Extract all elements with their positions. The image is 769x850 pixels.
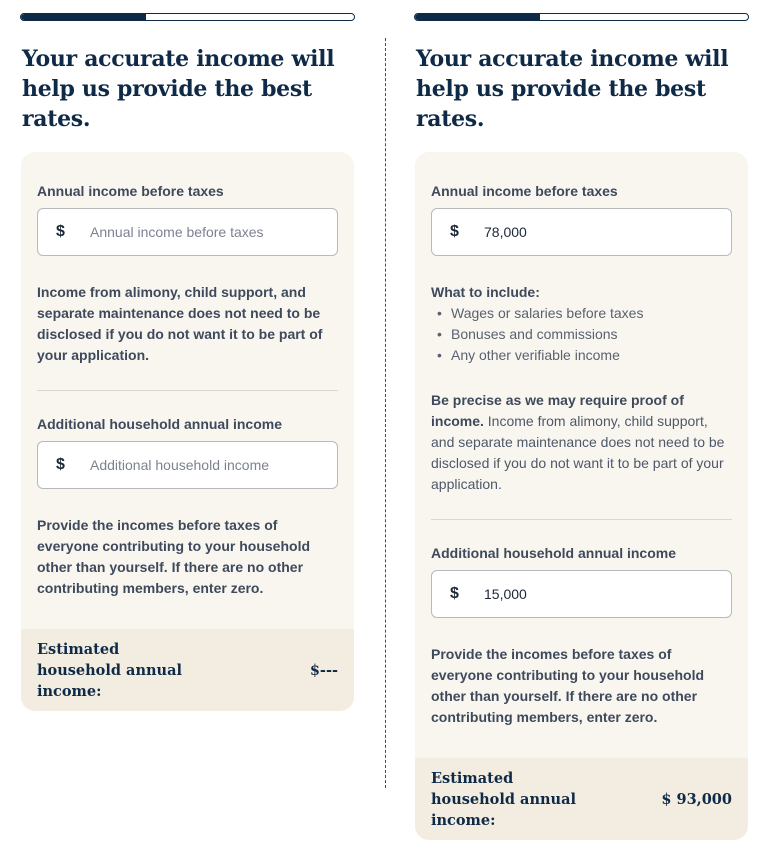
annual-income-input[interactable]: [484, 224, 724, 240]
additional-income-input[interactable]: [90, 457, 330, 473]
dollar-sign-icon: $: [56, 223, 65, 240]
page-title: Your accurate income will help us provide the best rates.: [416, 46, 729, 132]
progress-bar: [414, 13, 749, 21]
income-card: [21, 152, 354, 711]
annual-income-label: Annual income before taxes: [37, 183, 224, 199]
include-guidance: [431, 282, 732, 366]
progress-bar: [20, 13, 355, 21]
estimated-income-summary: [415, 758, 748, 840]
additional-income-label: Additional household annual income: [431, 545, 677, 561]
estimated-income-summary: [21, 629, 354, 711]
dollar-sign-icon: $: [450, 585, 459, 602]
income-card: [415, 152, 748, 840]
additional-income-label: Additional household annual income: [37, 416, 283, 432]
dollar-sign-icon: $: [56, 456, 65, 473]
list-item: • Any other verifiable income: [431, 345, 732, 366]
additional-income-field[interactable]: [431, 570, 732, 618]
annual-income-field[interactable]: [37, 208, 338, 256]
estimated-income-value: $---: [309, 661, 338, 679]
progress-bar-fill: [21, 14, 146, 20]
estimated-income-label: Estimated household annual income:: [37, 640, 182, 700]
annual-income-input[interactable]: [90, 224, 330, 240]
progress-bar-fill: [415, 14, 540, 20]
list-item: • Wages or salaries before taxes: [431, 303, 732, 324]
additional-income-field[interactable]: [37, 441, 338, 489]
additional-income-input[interactable]: [484, 586, 724, 602]
section-divider: [37, 390, 338, 391]
list-item: • Bonuses and commissions: [431, 324, 732, 345]
additional-income-help: Provide the incomes before taxes of everyone contributing to your household other than yourself. If there are no other contributing members, enter zero.: [37, 517, 311, 596]
dollar-sign-icon: $: [450, 223, 459, 240]
precision-note-bold: Be precise as we may require proof of income.: [431, 392, 684, 429]
include-list: [431, 303, 732, 366]
annual-income-label: Annual income before taxes: [431, 183, 618, 199]
include-title: What to include:: [431, 284, 540, 300]
additional-income-help: Provide the incomes before taxes of everyone contributing to your household other than yourself. If there are no other contributing members, enter zero.: [431, 646, 705, 725]
column-divider: [385, 38, 386, 788]
alimony-disclosure-text: Income from alimony, child support, and separate maintenance does not need to be disclosed if you do not want it to be part of your application.: [431, 413, 725, 492]
section-divider: [431, 519, 732, 520]
estimated-income-value: $ 93,000: [661, 790, 732, 808]
precision-disclosure-text: [431, 390, 732, 495]
page-title: Your accurate income will help us provide the best rates.: [22, 46, 335, 132]
annual-income-field[interactable]: [431, 208, 732, 256]
estimated-income-label: Estimated household annual income:: [431, 769, 576, 829]
alimony-disclosure-text: Income from alimony, child support, and separate maintenance does not need to be disclosed if you do not want it to be part of your application.: [37, 284, 323, 363]
